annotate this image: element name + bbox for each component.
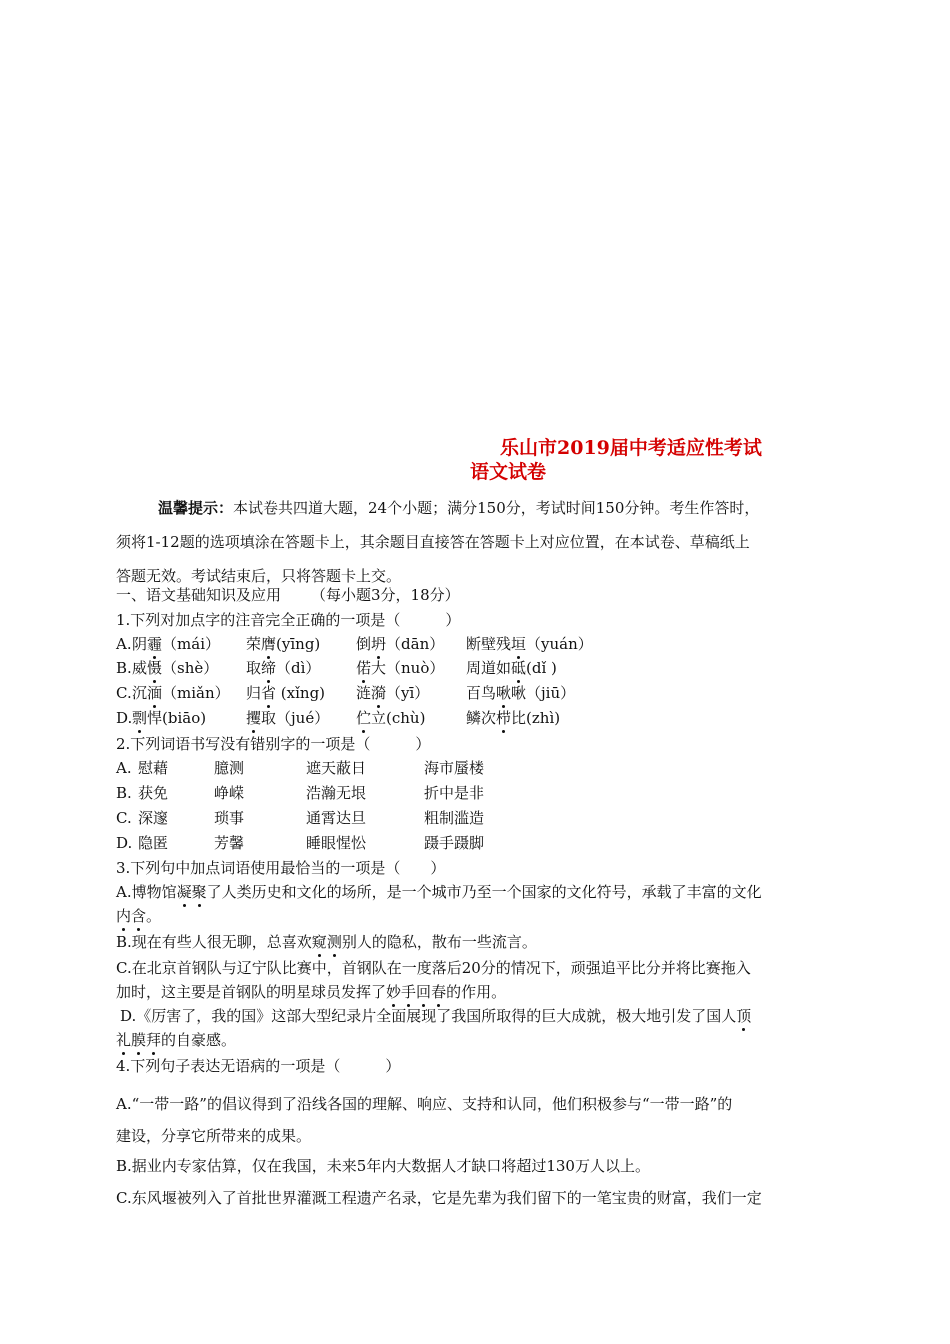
question-2-stem: 2.下列词语书写没有错别字的一项是（ ） <box>116 735 431 753</box>
dotted-char: 妙 <box>386 983 402 1001</box>
q1-option-item: 取缔（dì） <box>246 659 321 677</box>
dotted-char: 膜 <box>131 1031 147 1049</box>
notice-text-1: 本试卷共四道大题，24个小题；满分150分，考试时间150分钟。考生作答时， <box>233 499 760 517</box>
q2-option-word: 蹑手蹑脚 <box>424 834 485 852</box>
plain-char: 。 <box>146 907 162 925</box>
dotted-char: 剽 <box>132 709 148 727</box>
q3-option-c-line-2 <box>116 982 506 1002</box>
q3-a-dotted <box>177 883 207 901</box>
q1-option-item: 鳞次栉比(zhì) <box>466 709 561 727</box>
dotted-char: 窥 <box>311 933 327 951</box>
dotted-char: 春 <box>431 983 447 1001</box>
option-label: C. <box>116 684 132 702</box>
q2-option-word: 获免 <box>138 784 169 802</box>
q3-option-b <box>116 932 537 952</box>
q3-option-c-line-1: C.在北京首钢队与辽宁队比赛中，首钢队在一度落后20分的情况下，顽强追平比分并将比赛拖入 <box>116 959 751 977</box>
q2-option-word: 芳馨 <box>214 834 245 852</box>
dotted-char: 啾 <box>496 684 512 702</box>
q2-option-word: 琐事 <box>214 809 245 827</box>
option-label: B. <box>116 784 132 802</box>
notice-line-3: 答题无效。考试结束后，只将答题卡上交。 <box>116 567 402 585</box>
dotted-char: 伫 <box>356 709 372 727</box>
q3-d-post: 的自豪感。 <box>161 1031 237 1049</box>
option-label: B. <box>116 659 132 677</box>
dotted-char: 垣 <box>511 635 527 653</box>
dotted-char: 礼 <box>116 1031 132 1049</box>
dotted-char: 栉 <box>496 709 512 727</box>
dotted-char: 省 <box>261 684 277 702</box>
q1-option-item: 断壁残垣（yuán） <box>466 635 593 653</box>
q1-option-item: 沉湎（miǎn） <box>132 684 230 702</box>
q3-a-post: 了人类历史和文化的场所，是一个城市乃至一个国家的文化符号，承载了丰富的文化 <box>206 883 762 901</box>
q4-option-c-line-1: C.东风堰被列入了首批世界灌溉工程遗产名录，它是先辈为我们留下的一笔宝贵的财富，我们一定 <box>116 1189 762 1207</box>
q4-option-a-line-1: A.“一带一路”的倡议得到了沿线各国的理解、响应、支持和认同，他们积极参与“一带一路”的 <box>116 1095 733 1113</box>
q3-d-dotted-1 <box>736 1007 751 1025</box>
dotted-char: 攫 <box>246 709 262 727</box>
q3-c-post: 的作用。 <box>446 983 507 1001</box>
dotted-char: 偌 <box>356 659 372 677</box>
q2-option-word: 睡眼惺忪 <box>306 834 367 852</box>
notice-line-1 <box>158 498 759 518</box>
q2-option-word: 峥嵘 <box>214 784 245 802</box>
dotted-char: 凝 <box>176 883 192 901</box>
q3-c-pre: 加时，这主要是首钢队的明星球员发挥了 <box>116 983 387 1001</box>
q2-option-word: 通霄达旦 <box>306 809 367 827</box>
q4-option-b: B.据业内专家估算，仅在我国，未来5年内大数据人才缺口将超过130万人以上。 <box>116 1157 650 1175</box>
q1-option-item: 攫取（jué） <box>246 709 330 727</box>
dotted-char: 慑 <box>147 659 163 677</box>
question-1-stem: 1.下列对加点字的注音完全正确的一项是（ ） <box>116 611 461 629</box>
q1-option-item: 周道如砥(dǐ ) <box>466 659 557 677</box>
section-title: 一、语文基础知识及应用 <box>116 586 282 604</box>
dotted-char: 湎 <box>147 684 163 702</box>
q3-option-a-line-1 <box>116 882 762 902</box>
q1-option-item: 偌大（nuò） <box>356 659 445 677</box>
q1-option-item: 荣膺(yīng) <box>246 635 321 653</box>
dotted-char: 含 <box>131 907 147 925</box>
dotted-char: 漪 <box>371 684 387 702</box>
q2-option-word: 折中是非 <box>424 784 485 802</box>
q3-a-line2-dotted <box>116 907 161 925</box>
q1-option-item: 阴霾（mái） <box>132 635 220 653</box>
option-label: A. <box>116 635 132 653</box>
q1-option-item: 归省 (xǐng) <box>246 684 326 702</box>
dotted-char: 砥 <box>511 659 527 677</box>
option-label: A. <box>116 759 132 777</box>
q3-option-a-line-2 <box>116 906 161 926</box>
q2-option-word: 海市蜃楼 <box>424 759 485 777</box>
q3-d-dotted-2 <box>116 1031 161 1049</box>
dotted-char: 拜 <box>146 1031 162 1049</box>
question-4-stem: 4.下列句子表达无语病的一项是（ ） <box>116 1057 401 1075</box>
option-label: D. <box>116 834 133 852</box>
q2-option-word: 遮天蔽日 <box>306 759 367 777</box>
dotted-char: 顶 <box>736 1007 752 1025</box>
section-score: （每小题3分，18分） <box>311 586 460 604</box>
q1-option-item: 威慑（shè） <box>132 659 219 677</box>
q3-a-pre: A.博物馆 <box>116 883 177 901</box>
notice-label: 温馨提示： <box>158 499 234 517</box>
dotted-char: 回 <box>416 983 432 1001</box>
dotted-char: 聚 <box>191 883 207 901</box>
q2-option-word: 隐匿 <box>138 834 169 852</box>
q3-d-pre: D.《厉害了，我的国》这部大型纪录片全面展现了我国所取得的巨大成就，极大地引发了国人 <box>120 1007 737 1025</box>
q1-option-item: 百鸟啾啾（jiū） <box>466 684 576 702</box>
q2-option-word: 浩瀚无垠 <box>306 784 367 802</box>
notice-line-2: 须将1-12题的选项填涂在答题卡上，其余题目直接答在答题卡上对应位置，在本试卷、草稿纸上 <box>116 533 750 551</box>
dotted-char: 坍 <box>371 635 387 653</box>
option-label: D. <box>116 709 133 727</box>
q1-option-item: 涟漪（yī） <box>356 684 430 702</box>
q3-c-dotted <box>386 983 446 1001</box>
dotted-char: 内 <box>116 907 132 925</box>
q1-option-item: 倒坍（dān） <box>356 635 445 653</box>
dotted-char: 测 <box>326 933 342 951</box>
exam-subtitle: 语文试卷 <box>470 461 547 483</box>
option-label: C. <box>116 809 132 827</box>
q2-option-word: 粗制滥造 <box>424 809 485 827</box>
q2-option-word: 深邃 <box>138 809 169 827</box>
dotted-char: 缔 <box>261 659 277 677</box>
q3-b-dotted <box>312 933 342 951</box>
q4-option-a-line-2: 建设，分享它所带来的成果。 <box>116 1127 312 1145</box>
q1-option-item: 伫立(chù) <box>356 709 426 727</box>
q1-option-item: 剽悍(biāo) <box>132 709 207 727</box>
q2-option-word: 慰藉 <box>138 759 169 777</box>
q2-option-word: 臆测 <box>214 759 245 777</box>
dotted-char: 膺 <box>261 635 277 653</box>
q3-b-pre: B.现在有些人很无聊，总喜欢 <box>116 933 312 951</box>
q3-b-post: 别人的隐私，散布一些流言。 <box>341 933 537 951</box>
section-heading <box>116 585 460 605</box>
dotted-char: 手 <box>401 983 417 1001</box>
question-3-stem: 3.下列句中加点词语使用最恰当的一项是（ ） <box>116 859 446 877</box>
q3-option-d-line-2 <box>116 1030 236 1050</box>
dotted-char: 霾 <box>147 635 163 653</box>
exam-title: 乐山市2019届中考适应性考试 <box>500 437 762 459</box>
q3-option-d-line-1 <box>120 1006 751 1026</box>
